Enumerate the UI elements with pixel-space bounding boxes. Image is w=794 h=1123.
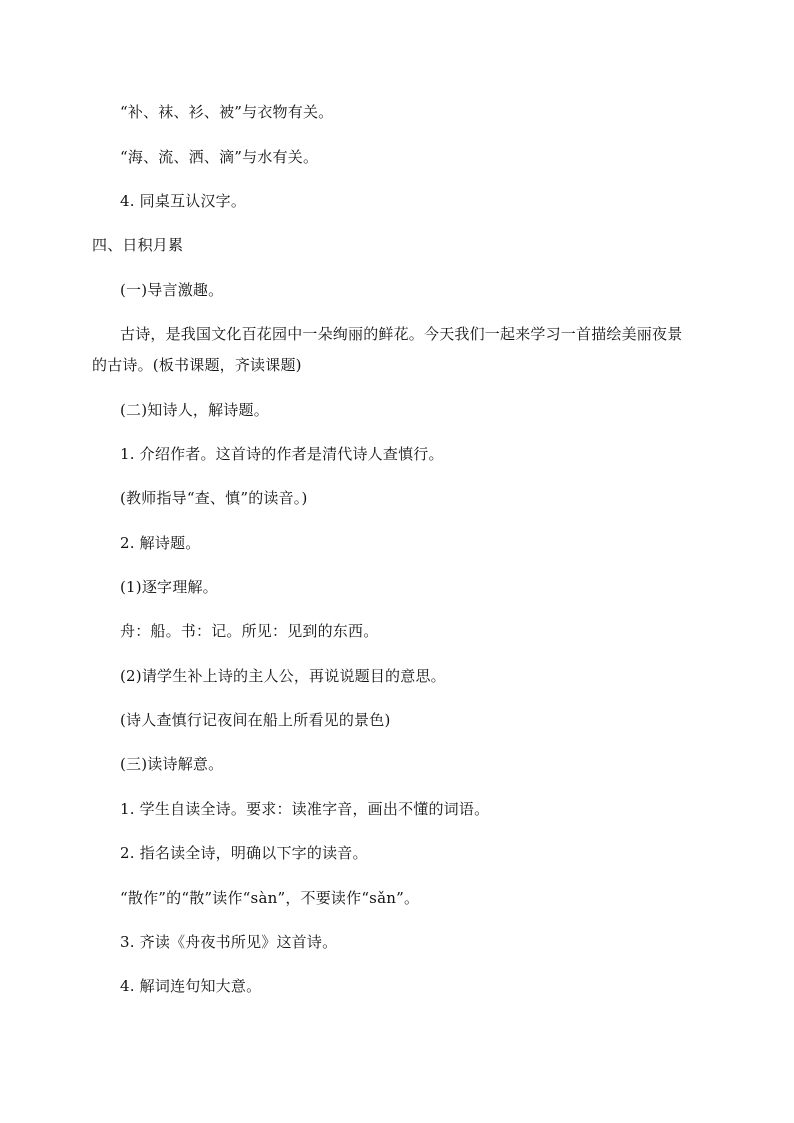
paragraph-intro-line1: 古诗，是我国文化百花园中一朵绚丽的鲜花。今天我们一起来学习一首描绘美丽夜景 — [120, 325, 683, 343]
step-1-self-read: 1. 学生自读全诗。要求：读准字音，画出不懂的词语。 — [120, 800, 490, 818]
step-4-meaning: 4. 解词连句知大意。 — [120, 977, 262, 995]
definitions: 舟：船。书：记。所见：见到的东西。 — [120, 622, 379, 640]
paragraph-water-radicals: “海、流、洒、滴”与水有关。 — [120, 148, 319, 166]
step-2-title: 2. 解诗题。 — [120, 534, 201, 552]
substep-1-word: (1)逐字理解。 — [120, 578, 218, 596]
substep-2-protagonist: (2)请学生补上诗的主人公，再说说题目的意思。 — [120, 667, 446, 685]
note-san-pronunciation: “散作”的“散”读作“sàn”，不要读作“sǎn”。 — [120, 889, 420, 907]
paragraph-clothing-radicals: “补、袜、衫、被”与衣物有关。 — [120, 103, 334, 121]
step-3-read-together: 3. 齐读《舟夜书所见》这首诗。 — [120, 933, 338, 951]
subheading-poet-title: (二)知诗人，解诗题。 — [120, 401, 269, 419]
note-title-meaning: (诗人查慎行记夜间在船上所看见的景色) — [120, 711, 391, 729]
note-pronunciation: (教师指导“查、慎”的读音。) — [120, 489, 308, 507]
subheading-intro: (一)导言激趣。 — [120, 281, 224, 299]
section-heading-4: 四、日积月累 — [92, 236, 184, 254]
subheading-read-poem: (三)读诗解意。 — [120, 755, 224, 773]
step-4-peer-recognition: 4. 同桌互认汉字。 — [120, 192, 247, 210]
paragraph-intro-line2: 的古诗。(板书课题，齐读课题) — [92, 356, 302, 374]
step-1-author: 1. 介绍作者。这首诗的作者是清代诗人查慎行。 — [120, 445, 444, 463]
step-2-name-read: 2. 指名读全诗，明确以下字的读音。 — [120, 844, 368, 862]
